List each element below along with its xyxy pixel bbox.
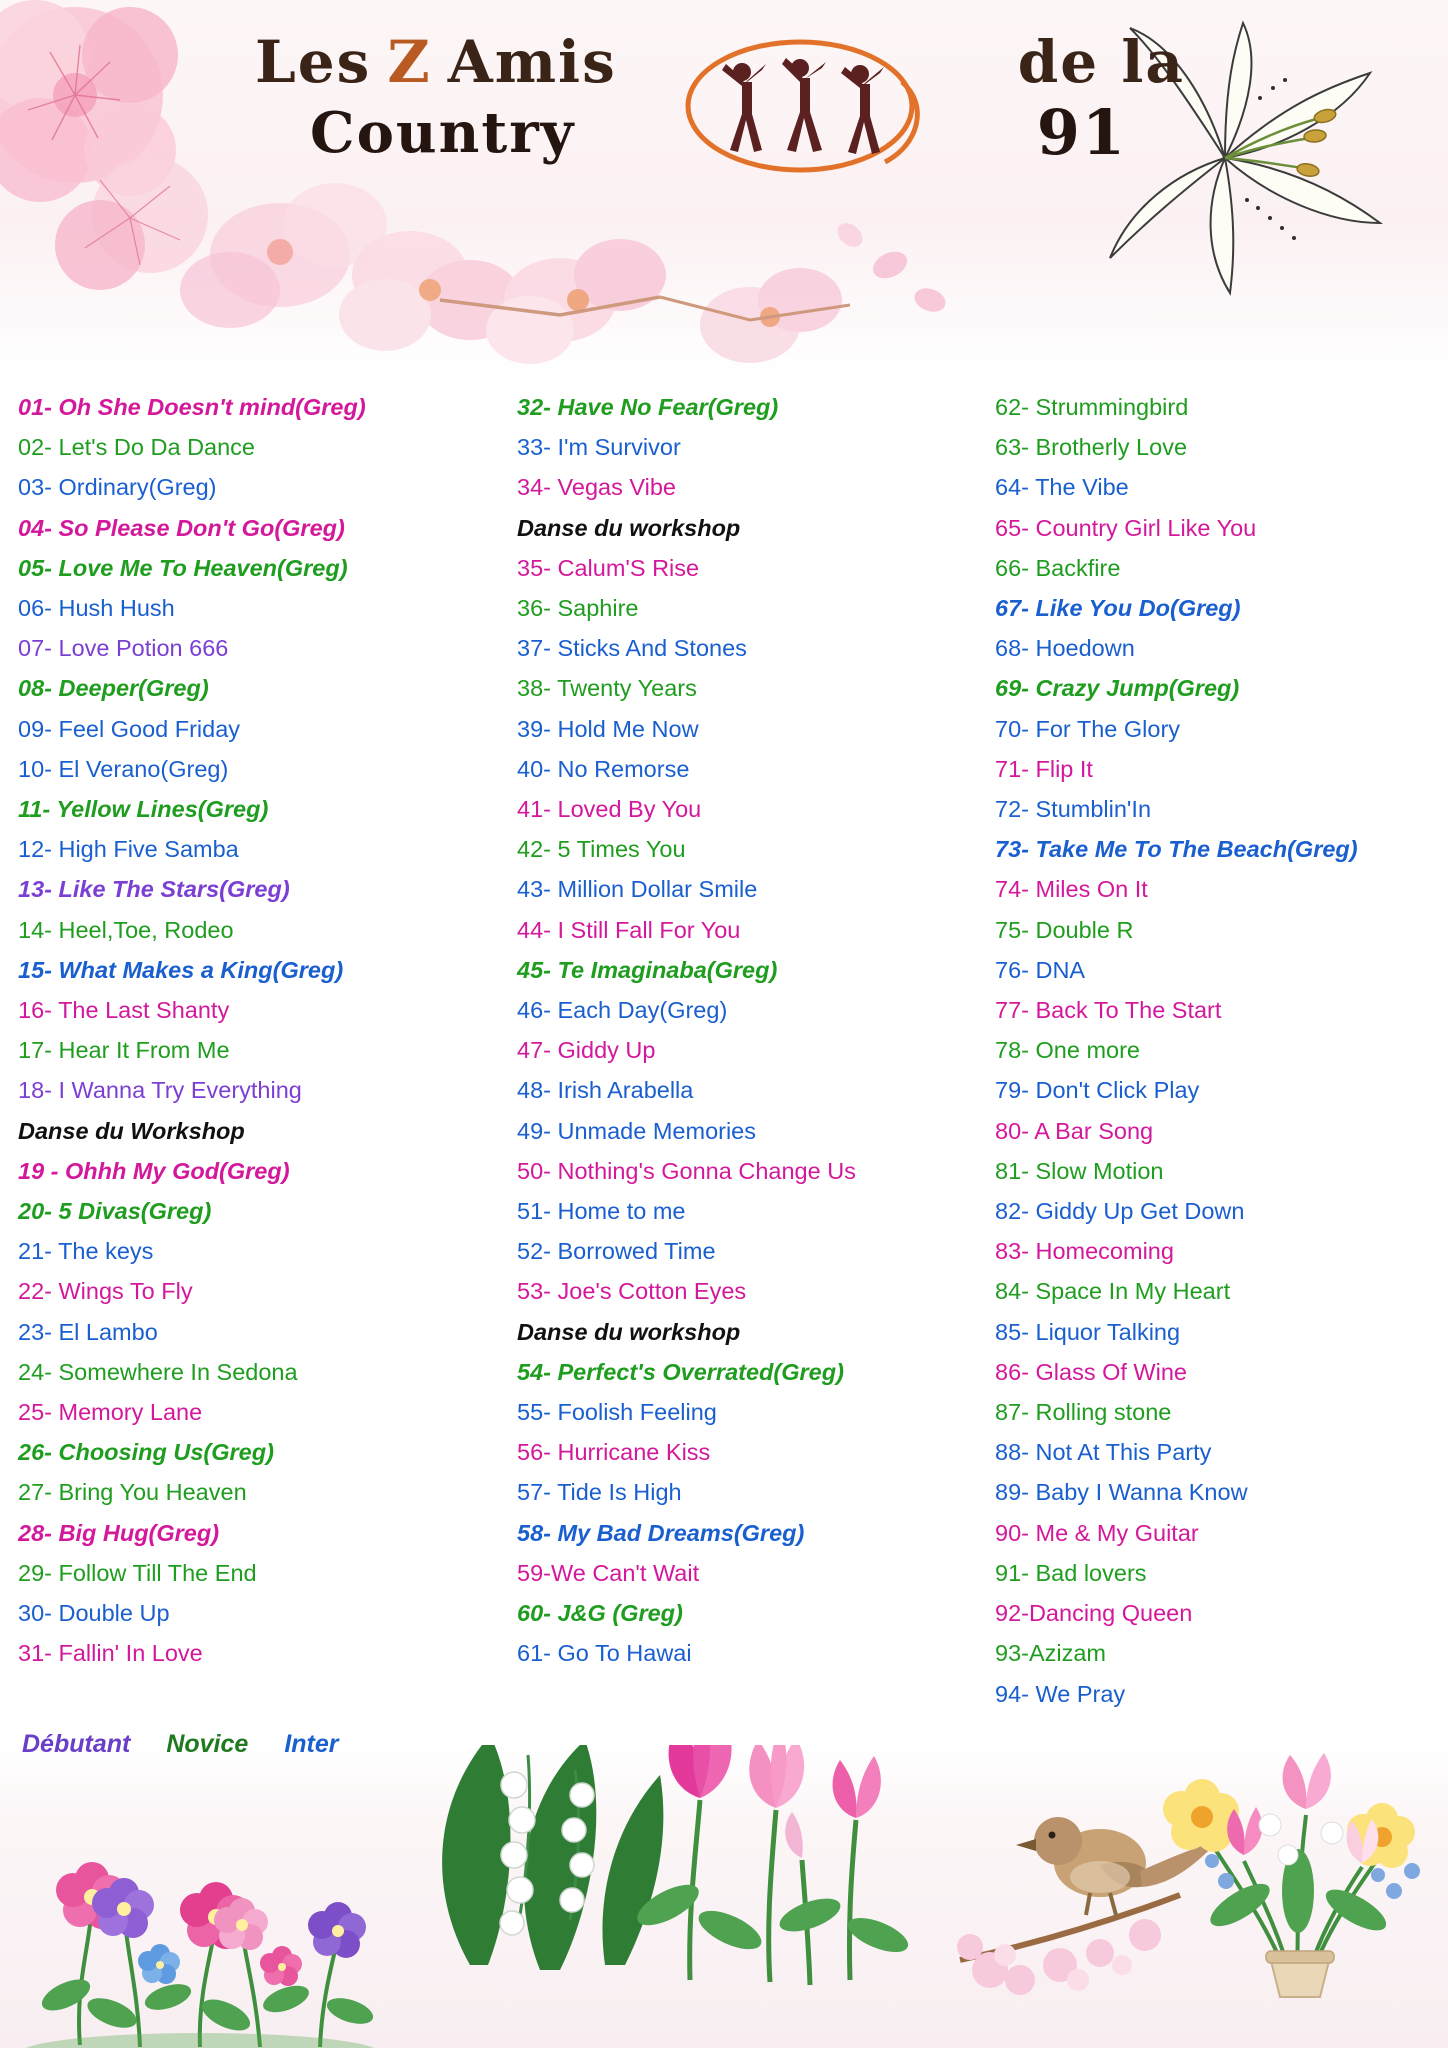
song-item: 48- Irish Arabella	[517, 1077, 694, 1104]
flower-garden-left-icon	[20, 1785, 440, 2048]
song-item: 22- Wings To Fly	[18, 1278, 193, 1305]
song-item: 27- Bring You Heaven	[18, 1479, 247, 1506]
song-item: 86- Glass Of Wine	[995, 1358, 1187, 1385]
legend-debutant: Débutant	[22, 1730, 131, 1758]
song-item: 28- Big Hug(Greg)	[18, 1519, 220, 1546]
song-item: 16- The Last Shanty	[18, 997, 230, 1024]
song-column-3	[985, 387, 1448, 1714]
song-item: 02- Let's Do Da Dance	[18, 434, 255, 461]
song-item: 65- Country Girl Like You	[995, 514, 1257, 541]
song-item: 75- Double R	[995, 916, 1134, 943]
title-les: Les	[255, 28, 372, 96]
song-item: 04- So Please Don't Go(Greg)	[18, 514, 345, 541]
song-item: 26- Choosing Us(Greg)	[18, 1439, 274, 1466]
song-item: 52- Borrowed Time	[517, 1238, 716, 1265]
song-item: 24- Somewhere In Sedona	[18, 1358, 298, 1385]
song-item: 69- Crazy Jump(Greg)	[995, 675, 1240, 702]
song-item: 01- Oh She Doesn't mind(Greg)	[18, 394, 366, 420]
song-item: 34- Vegas Vibe	[517, 474, 676, 501]
title-de-la: de la	[1017, 28, 1185, 96]
song-item: 72- Stumblin'In	[995, 796, 1152, 823]
song-item: 83- Homecoming	[995, 1238, 1174, 1265]
song-item: 92-Dancing Queen	[995, 1600, 1193, 1627]
workshop-divider: Danse du workshop	[517, 1318, 741, 1345]
song-item: 82- Giddy Up Get Down	[995, 1198, 1245, 1225]
song-item: 94- We Pray	[995, 1680, 1126, 1707]
song-item: 90- Me & My Guitar	[995, 1519, 1199, 1546]
song-item: 32- Have No Fear(Greg)	[517, 394, 779, 420]
song-item: 55- Foolish Feeling	[517, 1399, 717, 1426]
song-item: 08- Deeper(Greg)	[18, 675, 209, 702]
page-header	[0, 0, 1448, 375]
song-item: 50- Nothing's Gonna Change Us	[517, 1157, 856, 1184]
song-item: 61- Go To Hawai	[517, 1640, 692, 1667]
song-item: 74- Miles On It	[995, 876, 1148, 903]
song-item: 67- Like You Do(Greg)	[995, 595, 1241, 622]
song-item: 20- 5 Divas(Greg)	[18, 1198, 212, 1225]
song-item: 59-We Can't Wait	[517, 1559, 700, 1586]
song-item: 37- Sticks And Stones	[517, 635, 747, 662]
song-item: 13- Like The Stars(Greg)	[18, 876, 290, 903]
song-item: 35- Calum'S Rise	[517, 554, 700, 581]
song-item: 09- Feel Good Friday	[18, 715, 241, 742]
song-item: 58- My Bad Dreams(Greg)	[517, 1519, 805, 1546]
song-item: 64- The Vibe	[995, 474, 1129, 501]
song-item: 53- Joe's Cotton Eyes	[517, 1278, 747, 1305]
song-item: 41- Loved By You	[517, 796, 702, 823]
song-item: 84- Space In My Heart	[995, 1278, 1231, 1305]
legend-novice: Novice	[166, 1730, 249, 1758]
dancers-circle-logo-icon	[680, 34, 930, 184]
song-item: 88- Not At This Party	[995, 1439, 1212, 1466]
title-country: Country	[310, 99, 576, 166]
song-item: 21- The keys	[18, 1238, 154, 1265]
song-column-2	[505, 387, 985, 1714]
song-item: 46- Each Day(Greg)	[517, 997, 728, 1024]
song-item: 70- For The Glory	[995, 715, 1181, 742]
song-item: 76- DNA	[995, 956, 1086, 983]
song-item: 23- El Lambo	[18, 1318, 158, 1345]
song-item: 73- Take Me To The Beach(Greg)	[995, 836, 1358, 863]
song-item: 51- Home to me	[517, 1198, 686, 1225]
song-item: 10- El Verano(Greg)	[18, 755, 229, 782]
song-item: 79- Don't Click Play	[995, 1077, 1200, 1104]
song-column-1	[0, 387, 505, 1714]
title-amis: Amis	[447, 28, 617, 96]
song-item: 78- One more	[995, 1037, 1140, 1064]
title-z: Z	[387, 28, 432, 96]
song-item: 14- Heel,Toe, Rodeo	[18, 916, 234, 943]
song-item: 56- Hurricane Kiss	[517, 1439, 711, 1466]
song-item: 85- Liquor Talking	[995, 1318, 1181, 1345]
song-item: 40- No Remorse	[517, 755, 690, 782]
song-item: 18- I Wanna Try Everything	[18, 1077, 302, 1104]
song-item: 38- Twenty Years	[517, 675, 697, 702]
song-item: 17- Hear It From Me	[18, 1037, 230, 1064]
song-item: 12- High Five Samba	[18, 836, 239, 863]
legend-inter: Inter	[284, 1730, 339, 1758]
song-item: 60- J&G (Greg)	[517, 1600, 683, 1627]
song-item: 89- Baby I Wanna Know	[995, 1479, 1248, 1506]
song-item: 29- Follow Till The End	[18, 1559, 257, 1586]
song-item: 42- 5 Times You	[517, 836, 686, 863]
song-item: 15- What Makes a King(Greg)	[18, 956, 344, 983]
spring-bouquet-icon	[1120, 1745, 1448, 2005]
song-item: 62- Strummingbird	[995, 394, 1189, 420]
song-item: 80- A Bar Song	[995, 1117, 1154, 1144]
song-item: 31- Fallin' In Love	[18, 1640, 203, 1667]
song-item: 63- Brotherly Love	[995, 434, 1188, 461]
song-item: 19 - Ohhh My God(Greg)	[18, 1157, 290, 1184]
song-item: 93-Azizam	[995, 1640, 1107, 1667]
song-item: 81- Slow Motion	[995, 1157, 1164, 1184]
song-item: 49- Unmade Memories	[517, 1117, 757, 1144]
song-item: 25- Memory Lane	[18, 1399, 203, 1426]
song-item: 06- Hush Hush	[18, 595, 175, 622]
song-item: 30- Double Up	[18, 1600, 170, 1627]
page-footer-decoration	[0, 1745, 1448, 2048]
tulip-cluster-icon	[620, 1745, 950, 1990]
song-item: 11- Yellow Lines(Greg)	[18, 796, 269, 823]
song-item: 77- Back To The Start	[995, 997, 1222, 1024]
workshop-divider: Danse du workshop	[517, 514, 741, 541]
song-item: 39- Hold Me Now	[517, 715, 699, 742]
song-item: 33- I'm Survivor	[517, 434, 681, 461]
song-item: 03- Ordinary(Greg)	[18, 474, 217, 501]
title-91: 91	[1036, 96, 1127, 169]
workshop-divider: Danse du Workshop	[18, 1117, 245, 1144]
song-item: 71- Flip It	[995, 755, 1093, 782]
song-item: 45- Te Imaginaba(Greg)	[517, 956, 778, 983]
song-item: 44- I Still Fall For You	[517, 916, 741, 943]
legend	[22, 1730, 339, 1759]
song-item: 66- Backfire	[995, 554, 1121, 581]
song-item: 05- Love Me To Heaven(Greg)	[18, 554, 348, 581]
sakura-branch	[330, 205, 1010, 365]
song-item: 68- Hoedown	[995, 635, 1135, 662]
song-item: 87- Rolling stone	[995, 1399, 1172, 1426]
song-item: 43- Million Dollar Smile	[517, 876, 758, 903]
song-list	[0, 375, 1448, 1745]
song-item: 47- Giddy Up	[517, 1037, 656, 1064]
song-item: 36- Saphire	[517, 595, 639, 622]
song-item: 57- Tide Is High	[517, 1479, 682, 1506]
song-item: 54- Perfect's Overrated(Greg)	[517, 1358, 844, 1385]
song-item: 91- Bad lovers	[995, 1559, 1147, 1586]
song-item: 07- Love Potion 666	[18, 635, 229, 662]
